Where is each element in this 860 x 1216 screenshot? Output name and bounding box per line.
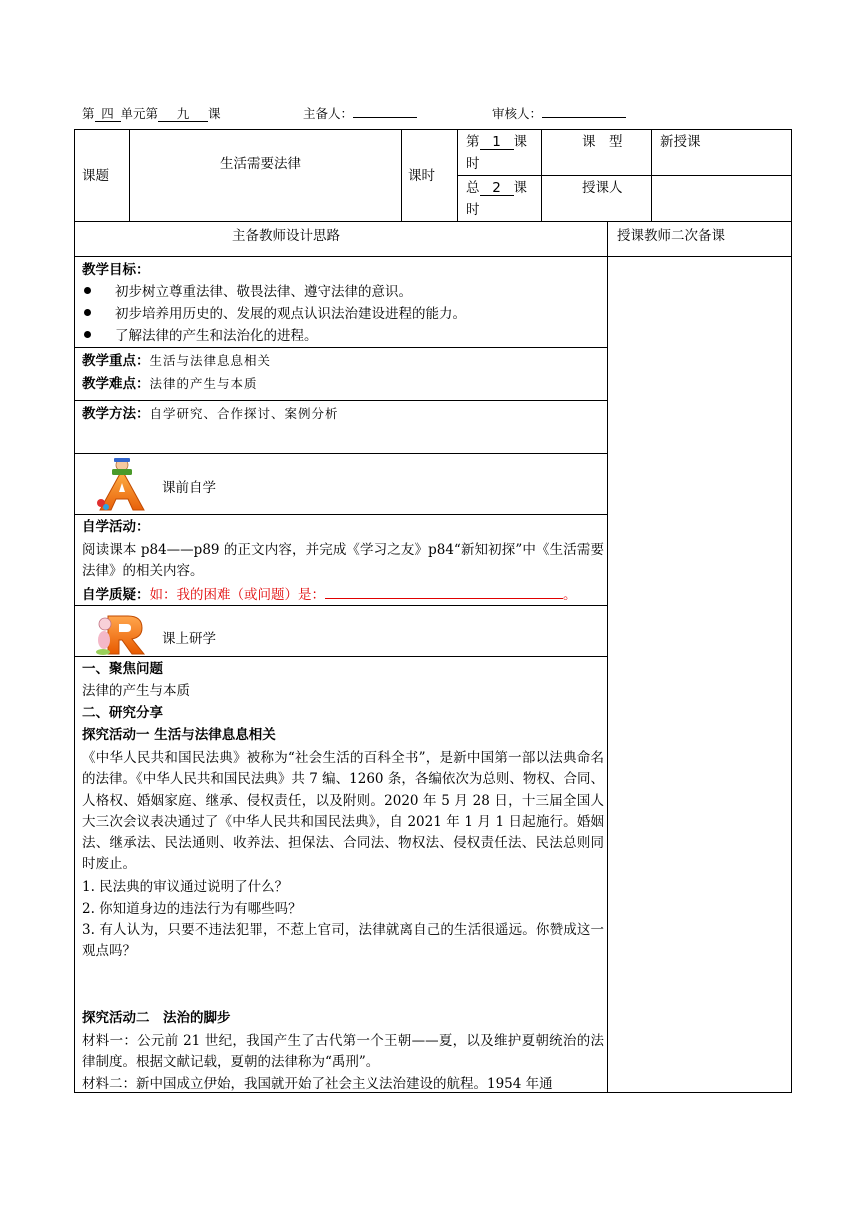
activity-1-title: 探究活动一 生活与法律息息相关 xyxy=(82,727,276,743)
letter-r-mascot-icon xyxy=(94,610,150,656)
question-item: 3. 有人认为，只要不违法犯罪，不惹上官司，法律就离自己的生活很遥远。你赞成这一观点吗？ xyxy=(82,922,604,960)
question-item: 2. 你知道身边的违法行为有哪些吗？ xyxy=(82,901,302,917)
period-total: 总 2 课 xyxy=(466,180,527,196)
class-title: 课上研学 xyxy=(162,631,216,647)
self-study-text: 阅读课本 p84——p89 的正文内容，并完成《学习之友》p84“新知初探”中《生活需要法律》的相关内容。 xyxy=(82,542,604,580)
goal-item: 初步培养用历史的、发展的观点认识法治建设进程的能力。 xyxy=(84,304,466,325)
material-1: 材料一：公元前 21 世纪，我国产生了古代第一个王朝——夏，以及维护夏朝统治的法律制度。根据文献记载，夏朝的法律称为“禹刑”。 xyxy=(82,1033,604,1071)
reviewer-field: 审核人： xyxy=(492,104,626,122)
header-line: 第 四 单元第 九 课 xyxy=(82,106,221,121)
section-1-text: 法律的产生与本质 xyxy=(82,683,190,699)
unit-number: 四 xyxy=(95,107,121,122)
teacher-label: 授课人 xyxy=(582,180,623,196)
second-column-header: 授课教师二次备课 xyxy=(617,228,725,244)
period-label: 课时 xyxy=(408,168,435,184)
lesson-number: 九 xyxy=(158,107,208,122)
activity-2-title: 探究活动二 法治的脚步 xyxy=(82,1010,231,1026)
period-current: 第 1 课 xyxy=(466,134,527,150)
self-question-row: 自学质疑：如：我的困难（或问题）是： 。 xyxy=(82,587,577,603)
type-label: 课 型 xyxy=(582,134,623,150)
question-item: 1. 民法典的审议通过说明了什么？ xyxy=(82,879,289,895)
reviewer-blank xyxy=(542,117,626,118)
topic-value: 生活需要法律 xyxy=(220,156,301,172)
difficulty-row: 教学难点：法律的产生与本质 xyxy=(82,376,258,392)
bullet-icon xyxy=(84,331,91,338)
topic-label: 课题 xyxy=(82,168,109,184)
method-row: 教学方法：自学研究、合作探讨、案例分析 xyxy=(82,406,339,422)
focus-row: 教学重点：生活与法律息息相关 xyxy=(82,353,272,369)
preparer-blank xyxy=(353,117,417,118)
goal-item: 初步树立尊重法律、敬畏法律、遵守法律的意识。 xyxy=(84,282,412,303)
goals-label: 教学目标： xyxy=(82,262,150,278)
preparer-field: 主备人： xyxy=(303,104,417,122)
main-column-header: 主备教师设计思路 xyxy=(232,228,340,244)
section-2-title: 二、研究分享 xyxy=(82,705,163,721)
letter-a-mascot-icon xyxy=(94,456,150,512)
bullet-icon xyxy=(84,309,91,316)
self-study-label: 自学活动： xyxy=(82,519,150,535)
type-value: 新授课 xyxy=(660,134,701,150)
goal-item: 了解法律的产生和法治化的进程。 xyxy=(84,326,318,347)
question-blank xyxy=(325,598,563,599)
bullet-icon xyxy=(84,287,91,294)
activity-1-text: 《中华人民共和国民法典》被称为“社会生活的百科全书”，是新中国第一部以法典命名的法律。《中华人民共和国民法典》共 7 编、1260 条，各编依次为总则、物权、合同、人格权、婚姻家庭、继承、侵权责任，以及附则。2020 年 5 月 28 日，十三届全国人大三次会议表决通过了《中华人民共和国民法典》，自 2021 年 1 月 1 日起施行。婚姻法、继承法、民法通则、收养法、担保法、合同法、物权法、侵权责任法、民法总则同时废止。 xyxy=(82,750,604,873)
section-1-title: 一、聚焦问题 xyxy=(82,661,163,677)
material-2: 材料二：新中国成立伊始，我国就开始了社会主义法治建设的航程。1954 年通 xyxy=(82,1076,553,1092)
preview-title: 课前自学 xyxy=(162,480,216,496)
